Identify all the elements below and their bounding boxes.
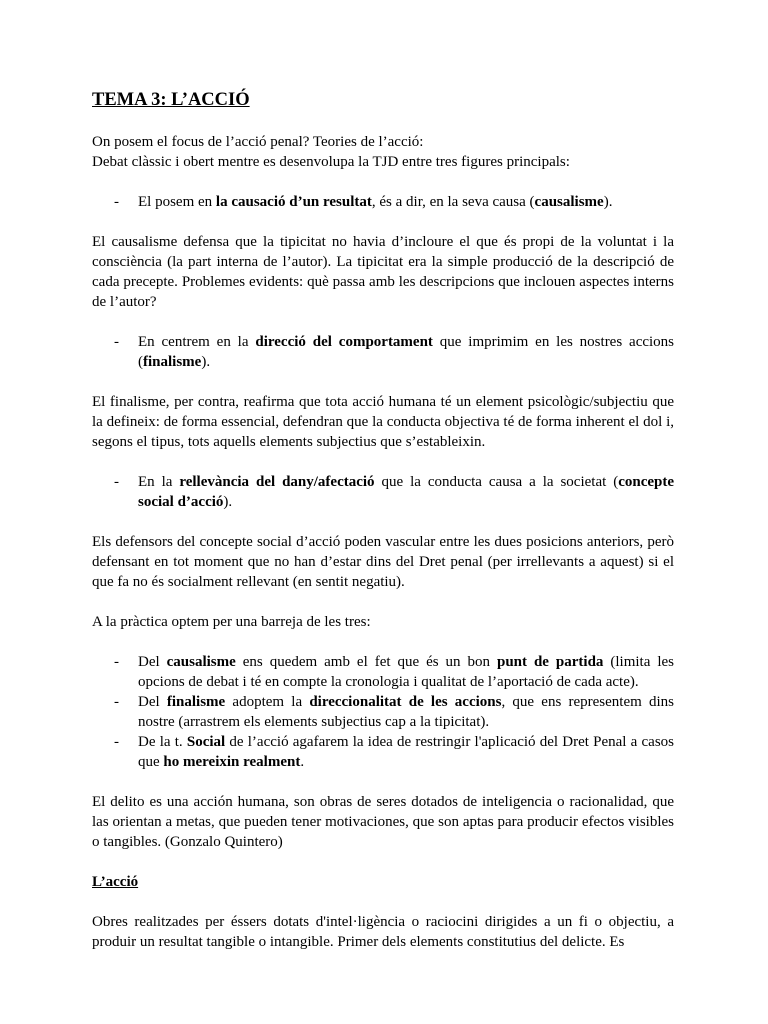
list-item [92,472,674,512]
list-item [92,332,674,372]
intro-line-1: On posem el focus de l’acció penal? Teories de l’acció: [92,134,424,150]
text-run: ). [223,494,233,510]
text-run: , que ens representem dins nostre (arrastrem els elements subjectius cap a la tipicitat). [138,694,674,730]
text-run: Del [138,654,167,670]
text-run: De la t. [138,734,187,750]
section-heading: L’acció [92,874,139,890]
list-item [92,192,674,212]
text-run: (limita les opcions de debat i té en compte la cronologia i qualitat de l’aportació de cada acte). [138,654,675,690]
text-run: En centrem en la [138,334,256,350]
bold-run: Social [186,734,226,750]
bold-run: ho mereixin realment [163,754,301,770]
text-run: ). [603,194,613,210]
text-run: que la conducta causa a la societat ( [374,474,619,490]
bold-run: finalisme [143,354,202,370]
document-body [92,88,674,952]
text-run: . [300,754,305,770]
text-run: de l’acció agafarem la idea de restringir l'aplicació del Dret Penal a casos que [138,734,675,770]
text-run: adoptem la [225,694,310,710]
text-run: ens quedem amb el fet que és un bon [235,654,497,670]
text-run: El posem en [138,194,216,210]
bold-run: la causació d’un resultat [215,194,372,210]
list-item [92,692,674,732]
bold-run: direcció del comportament [255,334,433,350]
paragraph-laccio: Obres realitzades per éssers dotats d'intel·ligència o raciocini dirigides a un fi o objectiu, a produir un resultat tangible o intangible. Primer dels elements constitutius del delicte. Es [92,914,674,950]
text-run: , és a dir, en la seva causa ( [371,194,535,210]
bold-run: punt de partida [496,654,604,670]
bold-run: rellevància del dany/afectació [179,474,375,490]
mix-list [92,652,674,772]
quote-paragraph: El delito es una acción humana, son obras de seres dotados de inteligencia o racionalidad, que las orientan a metas, que pueden tener motivaciones, que son aptas para producir efectos visibles o tangibles. (Gonzalo Quintero) [92,794,674,850]
paragraph-finalisme: El finalisme, per contra, reafirma que tota acció humana té un element psicològic/subjectiu que la defineix: de forma essencial, defendran que la conducta objectiva té de forma inherent el dol i, segons el tipus, tots aquells elements subjectius que s’estableixin. [92,394,674,450]
theory-list-social [92,472,674,512]
bold-run: finalisme [166,694,226,710]
bold-run: causalisme [166,654,236,670]
paragraph-causalisme: El causalisme defensa que la tipicitat no havia d’incloure el que és propi de la voluntat i la consciència (la part interna de l’autor). La tipicitat era la simple producció de la descripció de cada precepte. Problemes evidents: què passa amb les descripcions que inclouen aspectes interns de l’autor? [92,234,674,310]
bold-run: concepte social d’acció [138,474,674,510]
text-run: que imprimim en les nostres accions ( [138,334,675,370]
bold-run: direccionalitat de les accions [309,694,502,710]
intro-line-2: Debat clàssic i obert mentre es desenvolupa la TJD entre tres figures principals: [92,154,570,170]
theory-list-causalisme [92,192,674,212]
paragraph-social: Els defensors del concepte social d’acció poden vascular entre les dues posicions anteriors, però defensant en tot moment que no han d’estar dins del Dret penal (per irrellevants a aquest) si el que fa no és socialment rellevant (en sentit negatiu). [92,534,674,590]
text-run: Del [138,694,167,710]
list-item [92,732,674,772]
page-title: TEMA 3: L’ACCIÓ [92,90,250,110]
text-run: ). [201,354,211,370]
bold-run: causalisme [534,194,604,210]
list-item [92,652,674,692]
text-run: En la [138,474,180,490]
paragraph-mix-intro: A la pràctica optem per una barreja de les tres: [92,614,371,630]
theory-list-finalisme [92,332,674,372]
